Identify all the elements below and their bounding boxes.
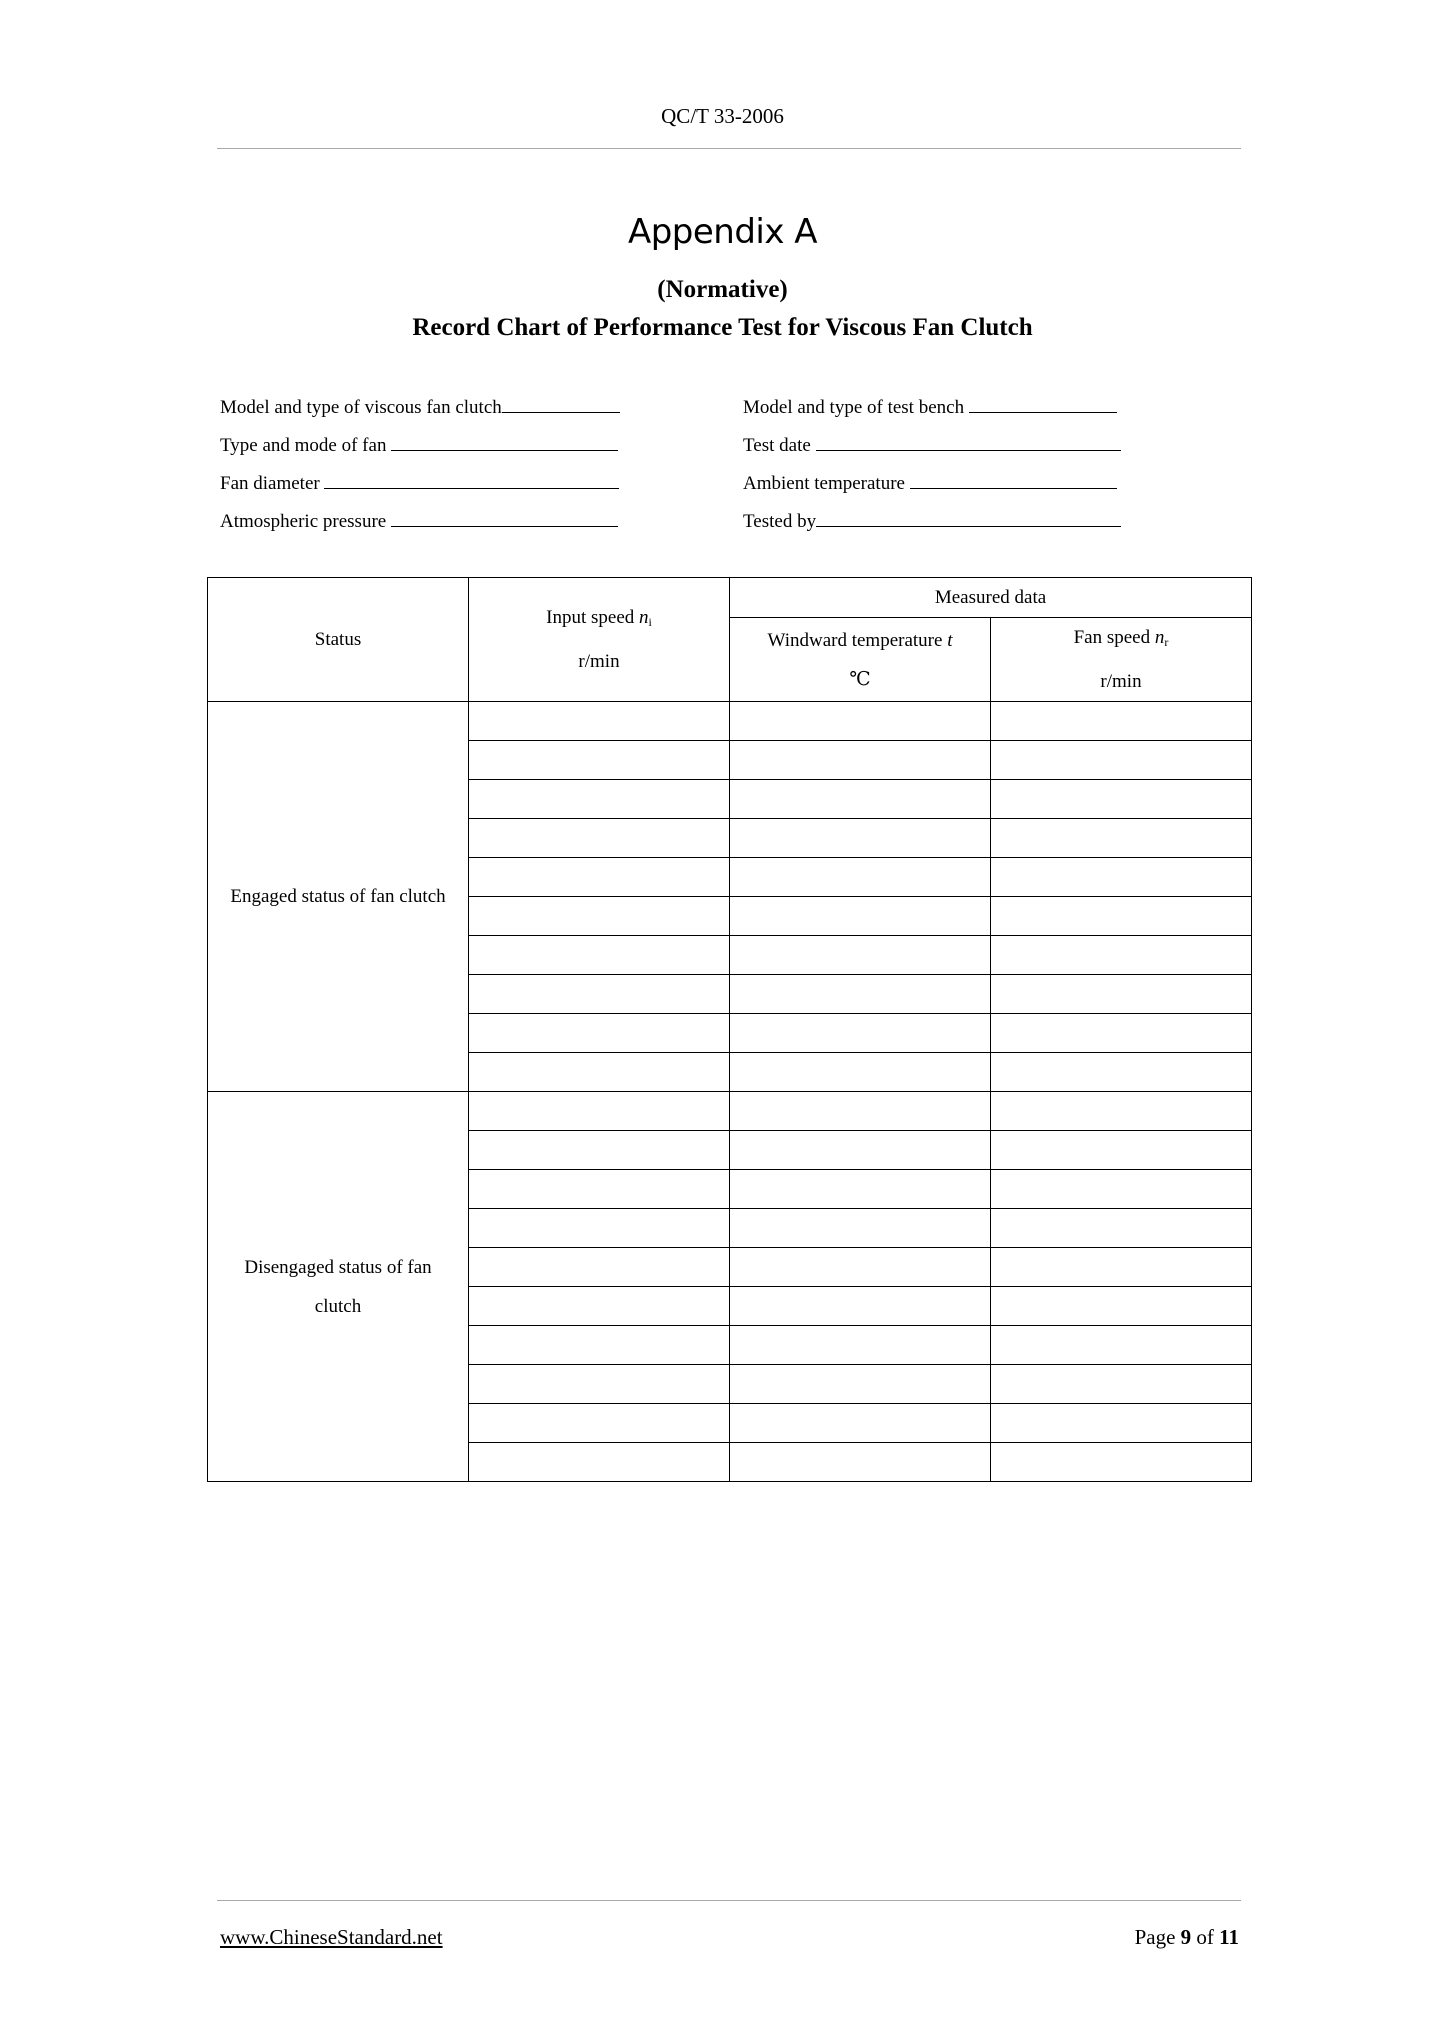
fan-speed-cell[interactable] — [991, 1404, 1252, 1443]
input-speed-cell[interactable] — [469, 1443, 730, 1482]
field-clutch-model — [220, 393, 620, 419]
windward-temp-cell[interactable] — [730, 975, 991, 1014]
field-fan-diameter — [220, 469, 619, 495]
chart-title: Record Chart of Performance Test for Viscous Fan Clutch — [412, 314, 1033, 341]
standard-number: QC/T 33-2006 — [661, 104, 784, 128]
input-speed-cell[interactable] — [469, 1014, 730, 1053]
field-fan-type-blank — [391, 431, 618, 451]
page-prefix: Page — [1134, 1925, 1181, 1949]
windward-temp-unit: ℃ — [849, 668, 871, 690]
field-tested-by-label: Tested by — [743, 511, 817, 532]
input-speed-unit: r/min — [578, 651, 620, 672]
fan-speed-cell[interactable] — [991, 1365, 1252, 1404]
fan-speed-cell[interactable] — [991, 1131, 1252, 1170]
page-of: of — [1191, 1925, 1220, 1949]
fan-speed-cell[interactable] — [991, 1209, 1252, 1248]
fan-speed-cell[interactable] — [991, 936, 1252, 975]
fan-speed-cell[interactable] — [991, 897, 1252, 936]
fan-speed-cell[interactable] — [991, 1092, 1252, 1131]
normative-label: (Normative) — [657, 276, 788, 303]
disengaged-status-cell — [208, 1092, 469, 1482]
windward-temp-cell[interactable] — [730, 1209, 991, 1248]
field-clutch-model-blank — [502, 393, 620, 413]
windward-temp-cell[interactable] — [730, 1365, 991, 1404]
windward-temp-cell[interactable] — [730, 1287, 991, 1326]
field-atm-pressure-label: Atmospheric pressure — [220, 511, 387, 532]
windward-temp-cell[interactable] — [730, 1443, 991, 1482]
website-link[interactable]: www.ChineseStandard.net — [220, 1925, 443, 1949]
input-speed-cell[interactable] — [469, 936, 730, 975]
field-fan-diameter-label: Fan diameter — [220, 473, 320, 494]
field-ambient-temp-blank — [910, 469, 1117, 489]
fan-speed-cell[interactable] — [991, 780, 1252, 819]
input-speed-cell[interactable] — [469, 858, 730, 897]
windward-temp-cell[interactable] — [730, 1170, 991, 1209]
input-speed-label: Input speed — [546, 607, 640, 628]
input-speed-cell[interactable] — [469, 1170, 730, 1209]
fan-speed-cell[interactable] — [991, 1443, 1252, 1482]
windward-temp-cell[interactable] — [730, 897, 991, 936]
input-speed-cell[interactable] — [469, 1365, 730, 1404]
windward-temp-label: Windward temperature — [767, 629, 948, 651]
fan-speed-label: Fan speed — [1073, 627, 1155, 648]
input-speed-cell[interactable] — [469, 819, 730, 858]
windward-temp-cell[interactable] — [730, 1131, 991, 1170]
windward-temp-cell[interactable] — [730, 1404, 991, 1443]
fan-speed-cell[interactable] — [991, 1053, 1252, 1092]
windward-temp-cell[interactable] — [730, 780, 991, 819]
fan-speed-var: n — [1154, 627, 1165, 648]
field-fan-type-label: Type and mode of fan — [220, 435, 387, 456]
input-speed-cell[interactable] — [469, 1404, 730, 1443]
measured-data-header: Measured data — [730, 578, 1252, 618]
field-bench-model-label: Model and type of test bench — [743, 397, 965, 418]
input-speed-cell[interactable] — [469, 1248, 730, 1287]
disengaged-label-line1: Disengaged status of fan — [244, 1256, 432, 1278]
windward-temp-cell[interactable] — [730, 936, 991, 975]
input-speed-cell[interactable] — [469, 1209, 730, 1248]
windward-temp-header — [730, 618, 991, 702]
windward-temp-cell[interactable] — [730, 702, 991, 741]
input-speed-cell[interactable] — [469, 975, 730, 1014]
field-bench-model — [743, 393, 1117, 419]
engaged-status-cell: Engaged status of fan clutch — [208, 702, 469, 1092]
field-tested-by-blank — [816, 507, 1121, 527]
windward-temp-cell[interactable] — [730, 819, 991, 858]
field-test-date-blank — [816, 431, 1121, 451]
input-speed-header — [469, 578, 730, 702]
field-atm-pressure-blank — [391, 507, 618, 527]
fan-speed-cell[interactable] — [991, 819, 1252, 858]
input-speed-var: n — [639, 607, 649, 628]
input-speed-cell[interactable] — [469, 897, 730, 936]
fan-speed-unit: r/min — [1100, 671, 1142, 692]
field-ambient-temp-label: Ambient temperature — [743, 473, 905, 494]
input-speed-sub: i — [648, 615, 652, 629]
status-header: Status — [208, 578, 469, 702]
input-speed-cell[interactable] — [469, 702, 730, 741]
field-fan-diameter-blank — [324, 469, 619, 489]
fan-speed-cell[interactable] — [991, 741, 1252, 780]
disengaged-label-line2: clutch — [314, 1295, 362, 1317]
field-ambient-temp — [743, 469, 1117, 495]
fan-speed-cell[interactable] — [991, 1014, 1252, 1053]
field-test-date — [743, 431, 1121, 457]
fan-speed-cell[interactable] — [991, 702, 1252, 741]
windward-temp-cell[interactable] — [730, 1014, 991, 1053]
field-tested-by — [743, 507, 1121, 533]
input-speed-cell[interactable] — [469, 1131, 730, 1170]
appendix-title: Appendix A — [627, 212, 818, 252]
input-speed-cell[interactable] — [469, 1092, 730, 1131]
input-speed-cell[interactable] — [469, 741, 730, 780]
input-speed-cell[interactable] — [469, 1053, 730, 1092]
record-table — [207, 577, 1252, 1482]
fan-speed-cell[interactable] — [991, 1248, 1252, 1287]
page-indicator — [1135, 1925, 1239, 1950]
windward-temp-cell[interactable] — [730, 858, 991, 897]
field-clutch-model-label: Model and type of viscous fan clutch — [220, 397, 502, 418]
fan-speed-cell[interactable] — [991, 975, 1252, 1014]
footer-divider — [217, 1900, 1241, 1901]
fan-speed-sub: r — [1164, 635, 1169, 649]
field-bench-model-blank — [969, 393, 1117, 413]
windward-temp-cell[interactable] — [730, 1053, 991, 1092]
page-current: 9 — [1180, 1925, 1192, 1949]
input-speed-cell[interactable] — [469, 780, 730, 819]
windward-temp-cell[interactable] — [730, 1326, 991, 1365]
fan-speed-header — [991, 618, 1252, 702]
windward-temp-var: t — [947, 629, 953, 651]
fan-speed-cell[interactable] — [991, 1326, 1252, 1365]
page-total: 11 — [1219, 1925, 1239, 1949]
input-speed-cell[interactable] — [469, 1287, 730, 1326]
fan-speed-cell[interactable] — [991, 1170, 1252, 1209]
header-divider — [217, 148, 1241, 149]
field-fan-type — [220, 431, 618, 457]
fan-speed-cell[interactable] — [991, 858, 1252, 897]
field-atm-pressure — [220, 507, 618, 533]
field-test-date-label: Test date — [743, 435, 811, 456]
windward-temp-cell[interactable] — [730, 1092, 991, 1131]
windward-temp-cell[interactable] — [730, 1248, 991, 1287]
windward-temp-cell[interactable] — [730, 741, 991, 780]
fan-speed-cell[interactable] — [991, 1287, 1252, 1326]
input-speed-cell[interactable] — [469, 1326, 730, 1365]
